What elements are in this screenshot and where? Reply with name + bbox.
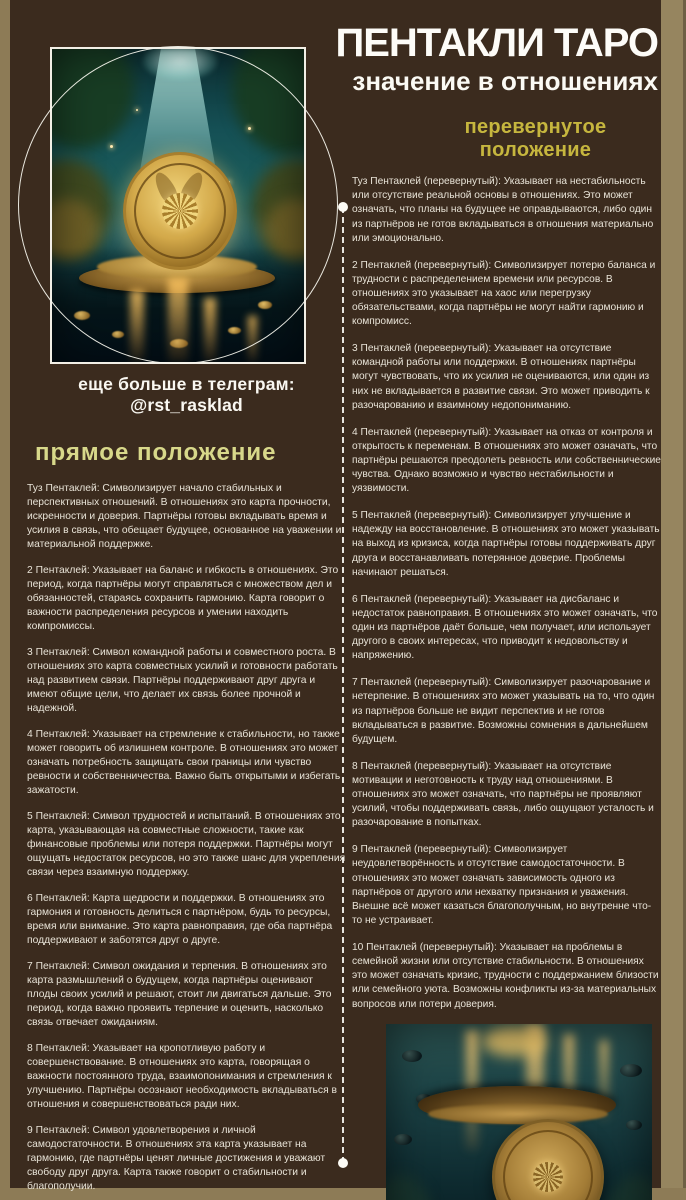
card-meaning: 8 Пентаклей: Указывает на кропотливую работу и совершенствование. В отношениях это карта, говорящая о важности постоянного труда, взаимопонимания и стремления к улучшению. Партнёры осознают необходимость вкладываться в отношения и совершенствоваться ради них. bbox=[27, 1043, 337, 1110]
card-meaning: 9 Пентаклей: Символ удовлетворения и личной самодостаточности. В отношениях эта карта указывает на гармонию, где партнёры ценят личные достижения и уважают свободу друг друга. Карта также говорит о стабильности и благополучии. bbox=[27, 1125, 326, 1192]
telegram-caption-top: еще больше в телеграм: @rst_rasklad bbox=[78, 374, 295, 415]
card-meaning: 6 Пентаклей (перевернутый): Указывает на дисбаланс и недостаток равноправия. В отношениях это может означать, что один из партнёров даёт больше, чем получает, или использует другого в своих интересах, что приводит к недовольству и напряжению. bbox=[352, 593, 658, 662]
reversed-column bbox=[352, 116, 661, 1200]
card-meaning: 2 Пентаклей (перевернутый): Символизирует потерю баланса и трудности с распределением времени или ресурсов. В отношениях это указывает на хаос или перегрузку обязательствами, когда партнёры не могут найти гармонию и компромисс. bbox=[352, 259, 656, 328]
upright-heading: прямое положение bbox=[35, 439, 277, 466]
card-meaning: 2 Пентаклей: Указывает на баланс и гибкость в отношениях. Это период, когда партнёры могут справляться с множеством дел и обязанностей, стараясь сохранить гармонию. Карта говорит о важности распределения ресурсов и умении находить компромиссы. bbox=[27, 565, 339, 632]
pentacle-coin-photo-upright bbox=[50, 47, 306, 364]
photo-vignette bbox=[386, 1024, 652, 1200]
card-meaning: 5 Пентаклей: Символ трудностей и испытаний. В отношениях это карта, указывающая на совместные сложности, такие как финансовые проблемы или потеря поддержки. Партнёры могут ощущать недостаток ресурсов, но это также шанс для укрепления связи через взаимную поддержку. bbox=[27, 811, 346, 878]
pentacle-coin-photo-reversed bbox=[386, 1024, 652, 1200]
card-meaning: 8 Пентаклей (перевернутый): Указывает на отсутствие мотивации и неготовность к труду над отношениями. В отношениях это может означать, что партнёры не проявляют усилий, чтобы поддерживать связь, либо ощущают усталость и разочарование в попытках. bbox=[352, 760, 654, 829]
page-title: ПЕНТАКЛИ ТАРО bbox=[335, 21, 658, 65]
card-meaning: 10 Пентаклей (перевернутый): Указывает на проблемы в семейной жизни или отсутствие стабильности. В отношениях это может означать кризис, трудности с поддержанием близости или семейного уюта. Возможны конфликты из-за материальных вопросов или потери доверия. bbox=[352, 941, 659, 1010]
reversed-heading: перевернутое положение bbox=[464, 116, 607, 161]
card-meaning: 5 Пентаклей (перевернутый): Символизирует улучшение и надежду на восстановление. В отношениях это может указывать на выход из кризиса, когда партнёры готовы поддерживать друг друга и восстанавливать потерянное доверие. Проблемы начинают решаться. bbox=[352, 510, 660, 578]
card-meaning: 4 Пентаклей (перевернутый): Указывает на отказ от контроля и открытость к переменам. В отношениях это может означать, что партнёры решаются преодолеть ревность или собственнические чувства. Однако возможно и чувство нестабильности и уязвимости. bbox=[352, 426, 661, 495]
card-meaning: 7 Пентаклей (перевернутый): Символизирует разочарование и нетерпение. В отношениях это может указывать на то, что один из партнёров больше не видит перспектив и не готов вкладываться в развитие. Возможны сомнения в дальнейшем будущем. bbox=[352, 677, 655, 745]
card-meaning: 3 Пентаклей (перевернутый): Указывает на отсутствие командной работы или поддержки. В отношениях партнёры могут чувствовать, что их усилия не оцениваются, или один из них не вкладывается в развитие связи. Это может приводить к разочарованию и взаимному недопониманию. bbox=[352, 343, 650, 411]
card-meaning: 4 Пентаклей: Указывает на стремление к стабильности, но также может говорить об излишнем контроле. В отношениях это может означать потребность защищать свои границы или чувство ревности и собственничества. Важно быть открытыми и избегать зажатости. bbox=[27, 729, 341, 796]
card-meaning: Туз Пентаклей: Символизирует начало стабильных и перспективных отношений. В отношениях это карта прочности, искренности и доверия. Партнёры готовы вкладывать время и усилия в связь, что обещает будущее, основанное на уважении и материальной поддержке. bbox=[27, 483, 342, 550]
header bbox=[290, 22, 658, 96]
card-meaning: 7 Пентаклей: Символ ожидания и терпения. В отношениях это карта размышлений о будущем, когда партнёры оценивают плоды своих усилий и решают, стоит ли двигаться дальше. Это период, когда важно проявить терпение и оценить, насколько связь отвечает ожиданиям. bbox=[27, 961, 332, 1028]
card-meaning: Туз Пентаклей (перевернутый): Указывает на нестабильность или отсутствие реальной основы в отношениях. Это может означать, что планы на будущее не оправдываются, либо один из партнёров не готов вкладываться в отношения материально или эмоционально. bbox=[352, 176, 654, 244]
divider-dot-top bbox=[338, 202, 348, 212]
upright-column bbox=[27, 374, 346, 1200]
card-meaning: 9 Пентаклей (перевернутый): Символизирует неудовлетворённость и отсутствие самодостаточности. В отношениях это может означать зависимость одного из партнёров от другого или нехватку признания и уважения. Внешне всё может казаться благополучным, но внутренне что-то не устраивает. bbox=[352, 844, 652, 927]
reversed-paragraphs bbox=[352, 175, 661, 1012]
photo-vignette bbox=[52, 49, 304, 362]
left-frame-stripe bbox=[0, 0, 10, 1200]
right-frame-stripe bbox=[661, 0, 686, 1200]
divider-dot-bottom bbox=[338, 1158, 348, 1168]
card-meaning: 3 Пентаклей: Символ командной работы и совместного роста. В отношениях это карта совместных усилий и готовности работать над развитием связи. Партнёры поддерживают друг друга и имеют общие цели, что делает их связь более прочной и надежной. bbox=[27, 647, 338, 714]
page-subtitle: значение в отношениях bbox=[352, 66, 658, 96]
dashed-divider-line bbox=[342, 207, 344, 1163]
upright-paragraphs bbox=[27, 482, 346, 1200]
card-meaning: 6 Пентаклей: Карта щедрости и поддержки. В отношениях это гармония и готовность делиться с партнёром, будь то ресурсы, время или внимание. Это карта равноправия, где оба партнёра поддерживают и заботятся друг о друге. bbox=[27, 893, 333, 946]
